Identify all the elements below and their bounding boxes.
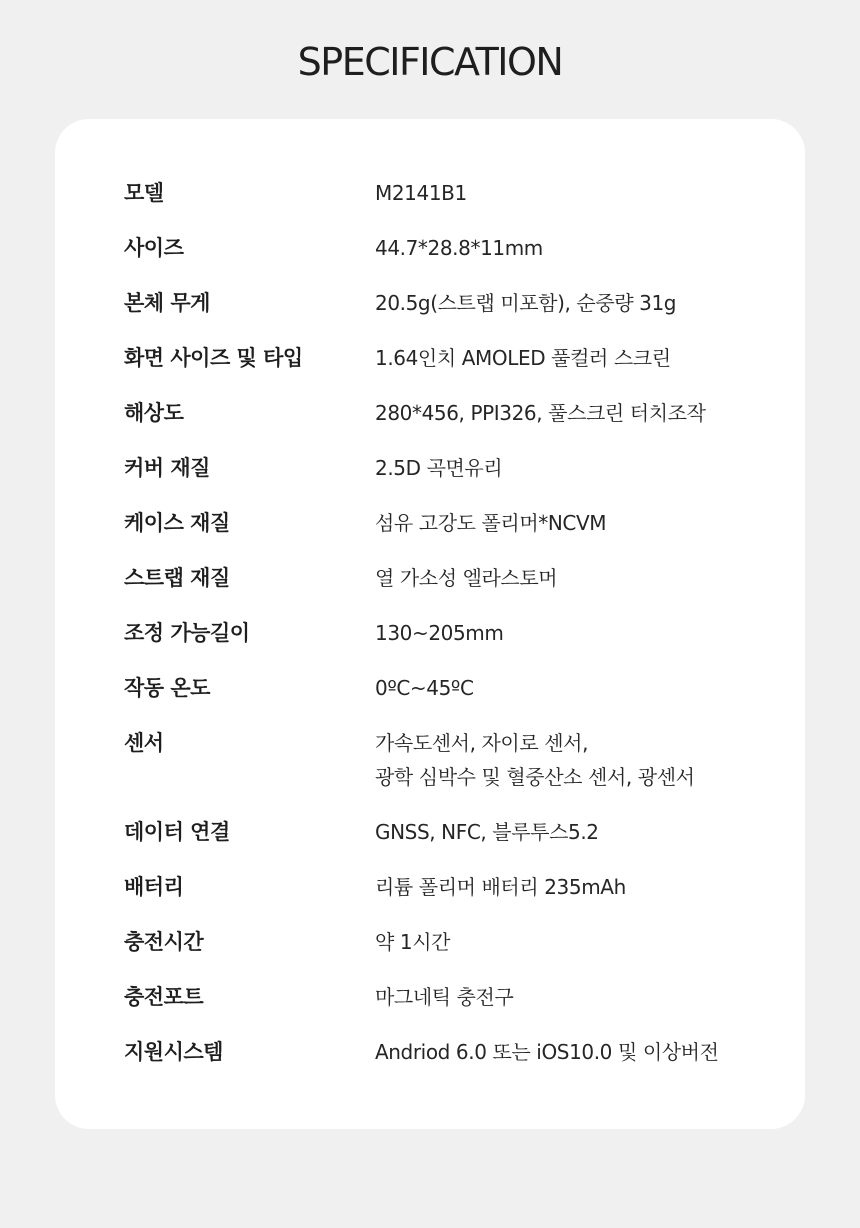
spec-value: 리튬 폴리머 배터리 235mAh [375,875,626,899]
spec-label: 스트랩 재질 [124,566,230,590]
spec-value: M2141B1 [375,181,467,205]
spec-label: 해상도 [124,401,184,425]
spec-value: 44.7*28.8*11mm [375,236,543,260]
spec-label: 데이터 연결 [124,820,230,844]
spec-value: 2.5D 곡면유리 [375,456,503,480]
spec-label: 조정 가능길이 [124,621,250,645]
spec-label: 모델 [124,181,164,205]
spec-label: 커버 재질 [124,456,210,480]
spec-value: 가속도센서, 자이로 센서, 광학 심박수 및 혈중산소 센서, 광센서 [375,731,695,789]
spec-value: 섬유 고강도 폴리머*NCVM [375,511,607,535]
spec-label: 화면 사이즈 및 타입 [124,346,303,370]
spec-value: 0ºC~45ºC [375,676,474,700]
spec-card [55,119,805,1129]
spec-label: 충전시간 [124,930,204,954]
spec-label: 충전포트 [124,985,204,1009]
spec-label: 케이스 재질 [124,511,230,535]
spec-label: 지원시스템 [124,1040,223,1064]
spec-value: 마그네틱 충전구 [375,985,514,1009]
spec-label: 센서 [124,731,164,755]
spec-value: 280*456, PPI326, 풀스크린 터치조작 [375,401,706,425]
spec-value: GNSS, NFC, 블루투스5.2 [375,820,599,844]
page-title: SPECIFICATION [297,40,563,84]
spec-value: 20.5g(스트랩 미포함), 순중량 31g [375,291,677,315]
spec-value: 열 가소성 엘라스토머 [375,566,558,590]
spec-value: 약 1시간 [375,930,451,954]
spec-label: 작동 온도 [124,676,210,700]
spec-value: 130~205mm [375,621,504,645]
spec-label: 본체 무게 [124,291,210,315]
spec-value: Andriod 6.0 또는 iOS10.0 및 이상버전 [375,1040,719,1064]
spec-label: 사이즈 [124,236,184,260]
spec-value: 1.64인치 AMOLED 풀컬러 스크린 [375,346,671,370]
spec-label: 배터리 [124,875,184,899]
